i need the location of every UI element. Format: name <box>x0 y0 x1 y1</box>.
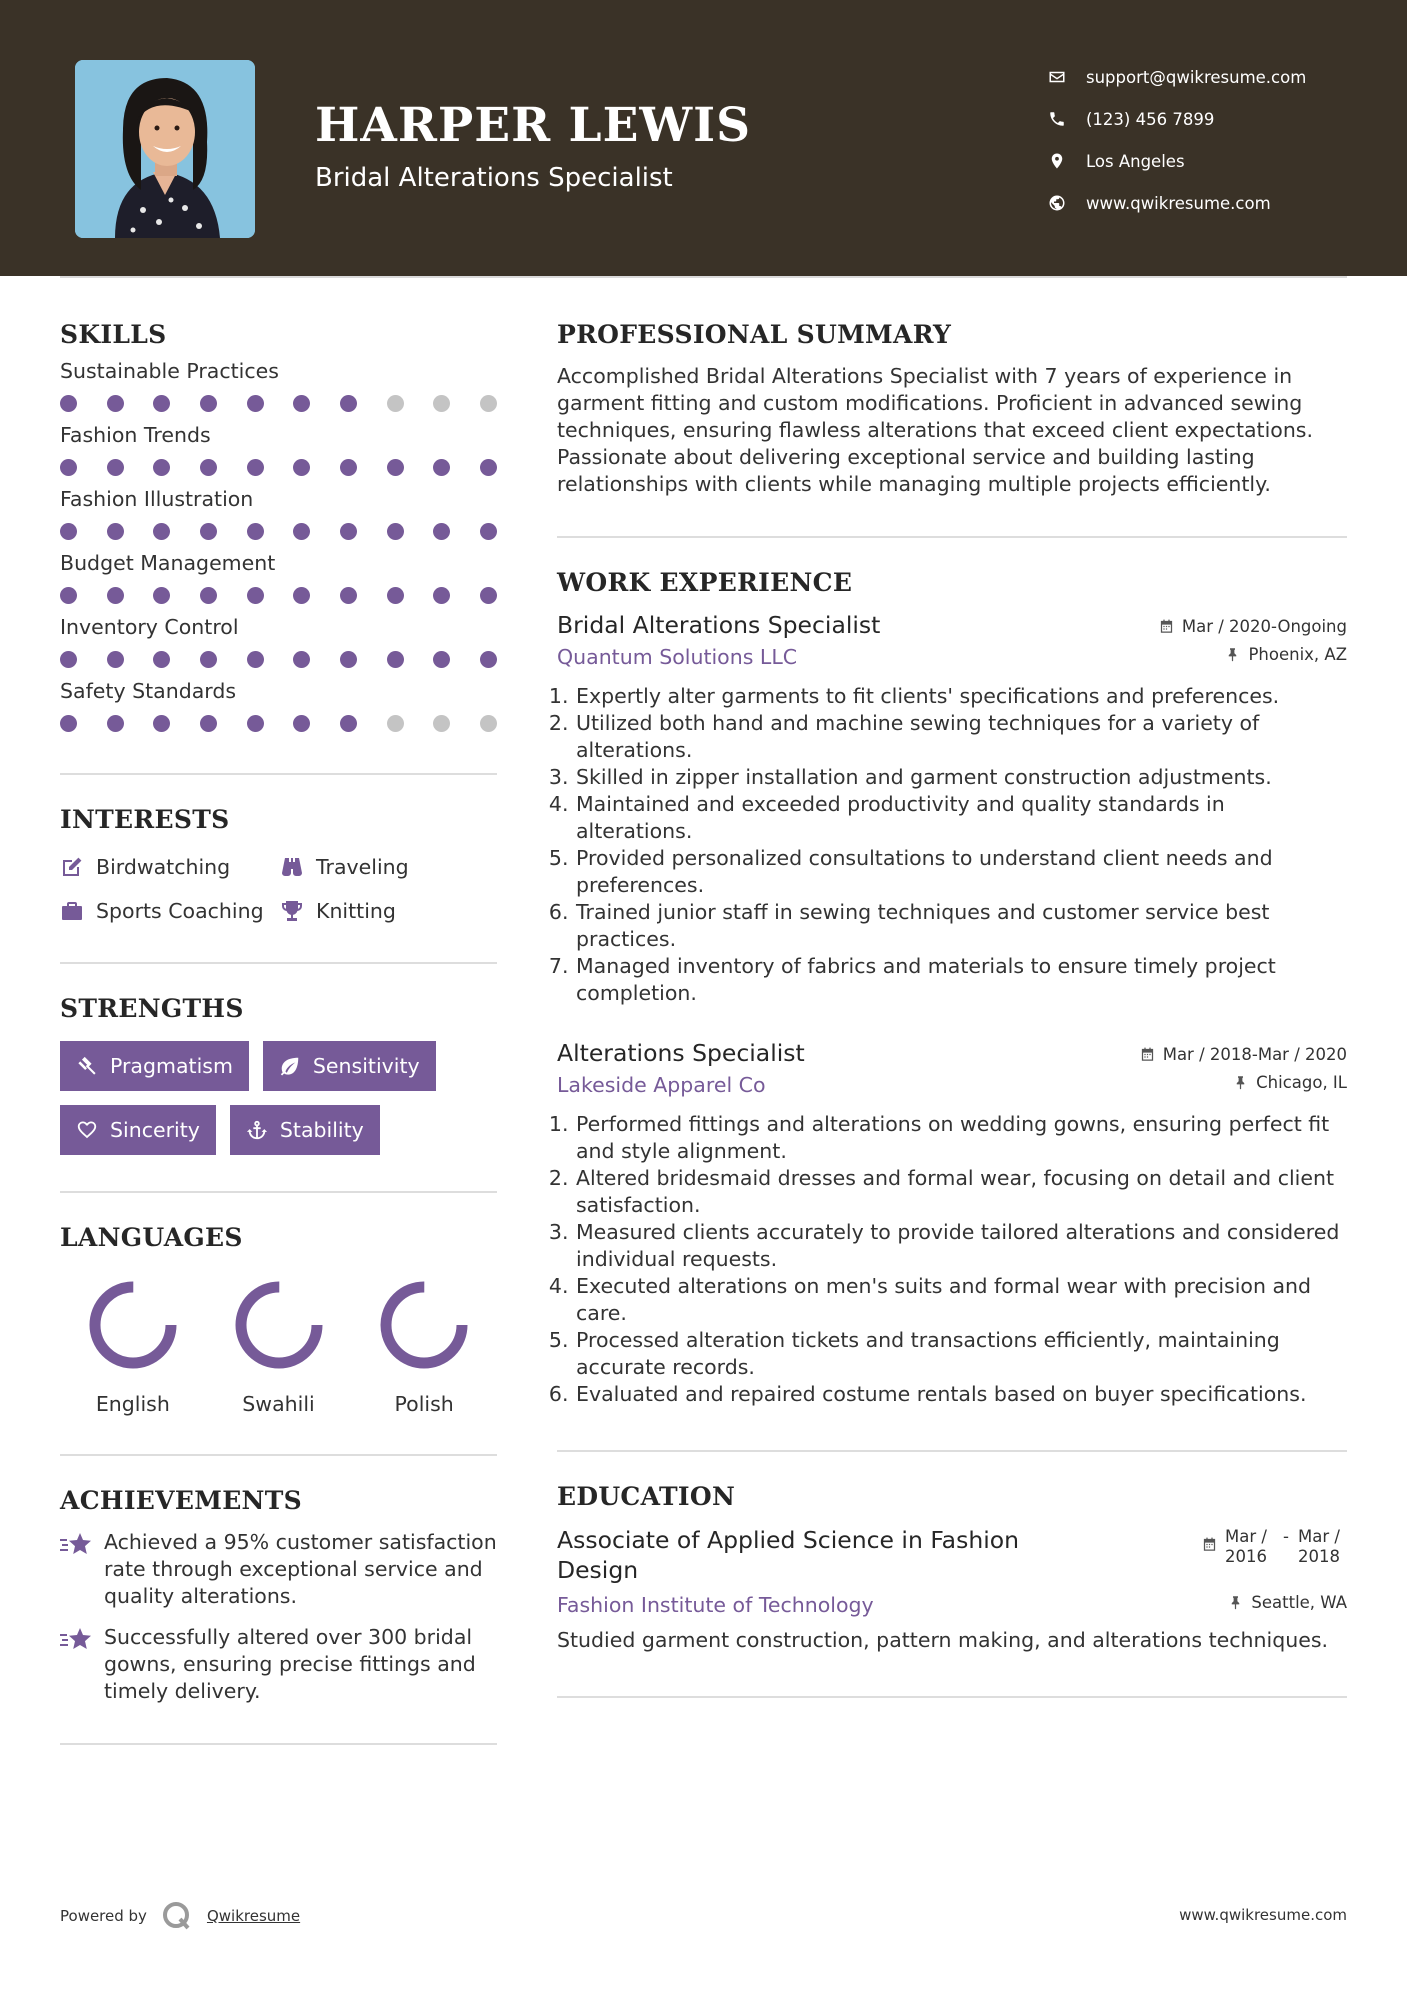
languages-heading: LANGUAGES <box>60 1223 243 1252</box>
skill-name: Fashion Illustration <box>60 487 254 511</box>
rating-dot-filled <box>340 715 357 732</box>
candidate-name: HARPER LEWIS <box>315 98 752 153</box>
interest-label: Sports Coaching <box>96 899 264 923</box>
job-bullet: 6. Evaluated and repaired costume rentals based on buyer specifications. <box>575 1381 1347 1408</box>
star-speed-icon <box>60 1531 92 1559</box>
section-divider <box>60 1191 497 1193</box>
job-bullet: 1. Performed fittings and alterations on wedding gowns, ensuring perfect fit and style alignment. <box>575 1111 1347 1165</box>
rating-dot-filled <box>200 651 217 668</box>
summary-text: Accomplished Bridal Alterations Specialist with 7 years of experience in garment fitting and custom modifications. Proficient in advanced sewing techniques, ensuring flawless alterations that exceed client expectations. Passionate about delivering exceptional service and building lasting relationships with clients while managing multiple projects efficiently. <box>557 364 1314 496</box>
education-section <box>557 1482 1347 1654</box>
summary-heading: PROFESSIONAL SUMMARY <box>557 320 952 349</box>
candidate-title: Bridal Alterations Specialist <box>315 163 673 193</box>
job-bullet: 7. Managed inventory of fabrics and materials to ensure timely project completion. <box>575 953 1347 1007</box>
skill-name: Budget Management <box>60 551 276 575</box>
job-bullet: 2. Altered bridesmaid dresses and formal wear, focusing on detail and client satisfaction. <box>575 1165 1347 1219</box>
interest-label: Birdwatching <box>96 855 231 879</box>
job-subheader <box>557 1073 1347 1097</box>
rating-dot-filled <box>480 651 497 668</box>
envelope-icon <box>1048 68 1066 86</box>
job-date <box>1159 617 1347 636</box>
anchor-icon <box>246 1119 268 1141</box>
languages-section <box>60 1223 497 1416</box>
achievement-item <box>60 1529 497 1610</box>
job-entry <box>557 1039 1347 1408</box>
powered-by-label: Powered by <box>60 1907 147 1925</box>
job-header <box>557 611 1347 639</box>
job-bullet: 1. Expertly alter garments to fit clients' specifications and preferences. <box>575 683 1347 710</box>
date-separator: - <box>1283 1527 1289 1546</box>
rating-dot-filled <box>200 395 217 412</box>
strength-tag <box>60 1105 216 1155</box>
skills-list <box>60 359 497 733</box>
contact-info <box>1048 56 1306 224</box>
interest-item <box>280 852 490 882</box>
binoculars-icon <box>280 855 304 879</box>
job-bullets <box>557 683 1347 1007</box>
achievements-section <box>60 1486 497 1705</box>
skill-name: Fashion Trends <box>60 423 211 447</box>
rating-dot-filled <box>293 587 310 604</box>
language-level-gauge <box>86 1278 180 1372</box>
languages-list <box>60 1278 497 1416</box>
skill-name: Safety Standards <box>60 679 237 703</box>
job-location <box>1233 1073 1347 1092</box>
skill-rating <box>60 715 497 733</box>
contact-location-text: Los Angeles <box>1086 151 1185 171</box>
rating-dot-filled <box>60 523 77 540</box>
education-subheader <box>557 1593 1347 1617</box>
company-name: Quantum Solutions LLC <box>557 645 798 669</box>
rating-dot-filled <box>200 459 217 476</box>
rating-dot-filled <box>433 587 450 604</box>
language-item <box>206 1278 352 1416</box>
job-bullet: 3. Measured clients accurately to provide tailored alterations and considered individual requests. <box>575 1219 1347 1273</box>
achievement-item <box>60 1624 497 1705</box>
rating-dot-filled <box>293 523 310 540</box>
rating-dot-filled <box>153 395 170 412</box>
skills-heading: SKILLS <box>60 320 167 349</box>
skill-rating <box>60 459 497 477</box>
contact-website[interactable] <box>1048 182 1306 224</box>
skill-rating <box>60 395 497 413</box>
section-divider <box>60 1743 497 1745</box>
job-location <box>1225 645 1347 664</box>
right-column <box>557 320 1347 1698</box>
rating-dot-empty <box>387 715 404 732</box>
job-location-text: Phoenix, AZ <box>1248 645 1347 664</box>
rating-dot-filled <box>480 459 497 476</box>
education-start: Mar / 2016 <box>1225 1527 1268 1566</box>
education-heading: EDUCATION <box>557 1482 736 1511</box>
strength-tag <box>230 1105 380 1155</box>
map-pin-icon <box>1048 152 1066 170</box>
rating-dot-filled <box>107 715 124 732</box>
rating-dot-filled <box>247 651 264 668</box>
rating-dot-filled <box>433 651 450 668</box>
rating-dot-filled <box>247 459 264 476</box>
profile-photo <box>75 60 255 238</box>
skills-section <box>60 320 497 733</box>
pushpin-icon <box>1233 1075 1248 1090</box>
achievements-heading: ACHIEVEMENTS <box>60 1486 302 1515</box>
job-date-text: Mar / 2018-Mar / 2020 <box>1162 1045 1347 1064</box>
interests-section <box>60 805 497 926</box>
language-item <box>60 1278 206 1416</box>
job-bullet: 4. Maintained and exceeded productivity and quality standards in alterations. <box>575 791 1347 845</box>
contact-location <box>1048 140 1306 182</box>
rating-dot-filled <box>107 459 124 476</box>
rating-dot-filled <box>153 587 170 604</box>
job-title: Bridal Alterations Specialist <box>557 611 881 639</box>
rating-dot-filled <box>387 459 404 476</box>
strength-label: Pragmatism <box>110 1054 233 1078</box>
rating-dot-filled <box>107 395 124 412</box>
job-date-text: Mar / 2020-Ongoing <box>1181 617 1347 636</box>
strengths-list <box>60 1041 497 1155</box>
language-name: Swahili <box>242 1392 315 1416</box>
qwikresume-logo-icon <box>161 1900 193 1932</box>
language-level-arc <box>386 1287 462 1363</box>
strength-tag <box>60 1041 249 1091</box>
interest-item <box>280 896 490 926</box>
section-divider <box>60 1454 497 1456</box>
experience-heading: WORK EXPERIENCE <box>557 568 853 597</box>
skill-rating <box>60 587 497 605</box>
language-level-arc <box>241 1287 317 1363</box>
language-name: Polish <box>394 1392 454 1416</box>
job-bullet: 2. Utilized both hand and machine sewing techniques for a variety of alterations. <box>575 710 1347 764</box>
rating-dot-filled <box>340 459 357 476</box>
rating-dot-filled <box>107 587 124 604</box>
rating-dot-filled <box>247 395 264 412</box>
section-divider <box>557 536 1347 538</box>
interests-list <box>60 852 497 926</box>
job-subheader <box>557 645 1347 669</box>
rating-dot-filled <box>433 523 450 540</box>
rating-dot-filled <box>60 395 77 412</box>
strength-label: Sensitivity <box>312 1054 420 1078</box>
skill-rating <box>60 651 497 669</box>
rating-dot-filled <box>293 395 310 412</box>
globe-icon <box>1048 194 1066 212</box>
strength-label: Sincerity <box>110 1118 200 1142</box>
rating-dot-filled <box>293 459 310 476</box>
rating-dot-filled <box>480 587 497 604</box>
contact-website-text: www.qwikresume.com <box>1086 193 1271 213</box>
contact-phone-text: (123) 456 7899 <box>1086 109 1215 129</box>
strength-label: Stability <box>279 1118 364 1142</box>
job-bullet: 6. Trained junior staff in sewing techniques and customer service best practices. <box>575 899 1347 953</box>
interest-label: Knitting <box>316 899 396 923</box>
language-level-arc <box>95 1287 171 1363</box>
rating-dot-filled <box>200 587 217 604</box>
section-divider <box>557 1696 1347 1698</box>
education-description: Studied garment construction, pattern making, and alterations techniques. <box>557 1628 1329 1652</box>
phone-icon <box>1048 110 1066 128</box>
resume-header <box>0 0 1407 276</box>
job-location-text: Chicago, IL <box>1256 1073 1347 1092</box>
section-divider <box>60 773 497 775</box>
calendar-icon <box>1159 619 1174 634</box>
rating-dot-filled <box>153 651 170 668</box>
left-column <box>60 320 497 1745</box>
rating-dot-filled <box>340 523 357 540</box>
interests-heading: INTERESTS <box>60 805 230 834</box>
rating-dot-filled <box>433 459 450 476</box>
rating-dot-filled <box>387 587 404 604</box>
rating-dot-filled <box>107 523 124 540</box>
rating-dot-filled <box>60 587 77 604</box>
education-date <box>1202 1527 1347 1567</box>
pencil-square-icon <box>60 855 84 879</box>
footer-branding <box>60 1900 300 1932</box>
achievement-text: Achieved a 95% customer satisfaction rate through exceptional service and quality alterations. <box>104 1530 497 1608</box>
section-divider <box>557 1450 1347 1452</box>
experience-section <box>557 568 1347 1408</box>
rating-dot-filled <box>340 651 357 668</box>
pushpin-icon <box>1225 647 1240 662</box>
pushpin-icon <box>1228 1595 1243 1610</box>
rating-dot-empty <box>480 715 497 732</box>
rating-dot-filled <box>340 395 357 412</box>
rating-dot-filled <box>107 651 124 668</box>
rating-dot-filled <box>340 587 357 604</box>
rating-dot-empty <box>387 395 404 412</box>
briefcase-icon <box>60 899 84 923</box>
job-bullet: 4. Executed alterations on men's suits and formal wear with precision and care. <box>575 1273 1347 1327</box>
rating-dot-filled <box>200 523 217 540</box>
calendar-icon <box>1140 1047 1155 1062</box>
rating-dot-filled <box>60 715 77 732</box>
brand-link[interactable]: Qwikresume <box>206 1907 301 1925</box>
interest-item <box>60 852 280 882</box>
company-name: Lakeside Apparel Co <box>557 1073 766 1097</box>
rating-dot-filled <box>200 715 217 732</box>
rating-dot-filled <box>480 523 497 540</box>
star-speed-icon <box>60 1626 92 1654</box>
rating-dot-filled <box>153 715 170 732</box>
contact-phone[interactable] <box>1048 98 1306 140</box>
rating-dot-filled <box>247 715 264 732</box>
rating-dot-filled <box>387 523 404 540</box>
language-level-gauge <box>232 1278 326 1372</box>
education-location <box>1228 1593 1347 1612</box>
trophy-icon <box>280 899 304 923</box>
profile-photo-illustration <box>75 60 255 238</box>
language-item <box>351 1278 497 1416</box>
rating-dot-filled <box>153 459 170 476</box>
rating-dot-filled <box>247 587 264 604</box>
rating-dot-empty <box>433 715 450 732</box>
rating-dot-filled <box>60 651 77 668</box>
job-date <box>1140 1045 1347 1064</box>
skill-name: Sustainable Practices <box>60 359 279 383</box>
rating-dot-filled <box>247 523 264 540</box>
rating-dot-empty <box>480 395 497 412</box>
rating-dot-filled <box>293 715 310 732</box>
job-title: Alterations Specialist <box>557 1039 805 1067</box>
school-name: Fashion Institute of Technology <box>557 1593 874 1617</box>
contact-email-text: support@qwikresume.com <box>1086 67 1307 87</box>
language-name: English <box>95 1392 170 1416</box>
job-entry <box>557 611 1347 1007</box>
rating-dot-filled <box>387 651 404 668</box>
summary-section <box>557 320 1347 498</box>
strength-tag <box>263 1041 436 1091</box>
interest-item <box>60 896 280 926</box>
job-bullet: 5. Processed alteration tickets and transactions efficiently, maintaining accurate records. <box>575 1327 1347 1381</box>
education-location-text: Seattle, WA <box>1251 1593 1347 1612</box>
contact-email[interactable] <box>1048 56 1306 98</box>
interest-label: Traveling <box>316 855 409 879</box>
gavel-icon <box>76 1055 98 1077</box>
footer-url[interactable]: www.qwikresume.com <box>1179 1906 1347 1924</box>
section-divider <box>60 962 497 964</box>
job-bullet: 3. Skilled in zipper installation and garment construction adjustments. <box>575 764 1347 791</box>
heart-icon <box>76 1119 98 1141</box>
leaf-icon <box>279 1055 301 1077</box>
strengths-heading: STRENGTHS <box>60 994 244 1023</box>
rating-dot-filled <box>293 651 310 668</box>
calendar-icon <box>1202 1537 1217 1552</box>
header-divider <box>60 276 1347 278</box>
rating-dot-filled <box>153 523 170 540</box>
rating-dot-filled <box>60 459 77 476</box>
education-header <box>557 1525 1347 1585</box>
skill-name: Inventory Control <box>60 615 239 639</box>
strengths-section <box>60 994 497 1155</box>
job-header <box>557 1039 1347 1067</box>
job-bullets <box>557 1111 1347 1408</box>
language-level-gauge <box>377 1278 471 1372</box>
rating-dot-empty <box>433 395 450 412</box>
skill-rating <box>60 523 497 541</box>
job-bullet: 5. Provided personalized consultations to understand client needs and preferences. <box>575 845 1347 899</box>
education-end: Mar / 2018 <box>1298 1527 1340 1566</box>
degree-title: Associate of Applied Science in Fashion Design <box>557 1526 1020 1584</box>
achievement-text: Successfully altered over 300 bridal gowns, ensuring precise fittings and timely delivery. <box>104 1625 476 1703</box>
